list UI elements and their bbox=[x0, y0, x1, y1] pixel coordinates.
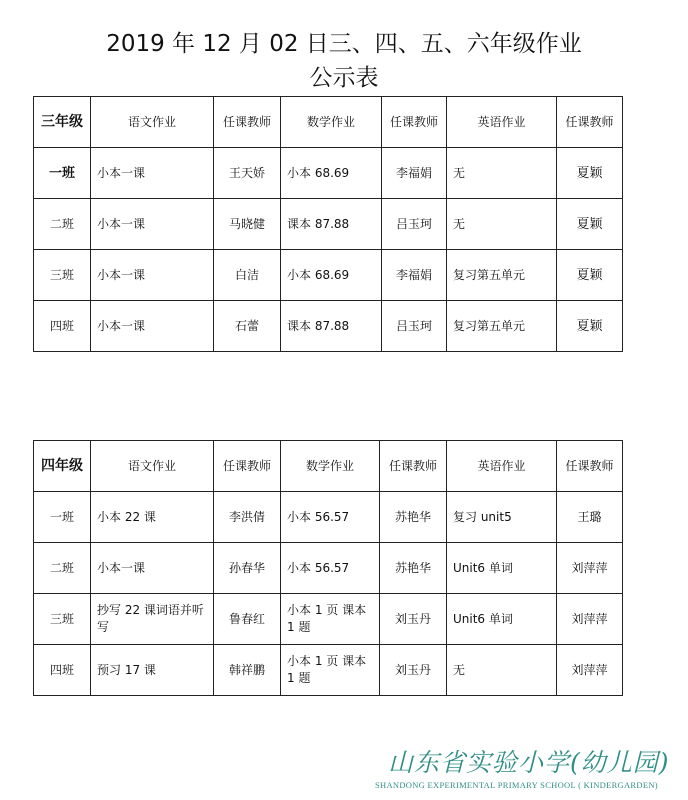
english-homework-cell: 无 bbox=[447, 148, 557, 199]
english-homework-cell: Unit6 单词 bbox=[447, 543, 557, 594]
header-english-homework: 英语作业 bbox=[447, 97, 557, 148]
chinese-homework-cell: 抄写 22 课词语并听写 bbox=[91, 594, 214, 645]
math-homework-cell: 小本 1 页 课本 1 题 bbox=[281, 645, 380, 696]
header-teacher: 任课教师 bbox=[557, 97, 623, 148]
teacher-cell: 刘玉丹 bbox=[380, 594, 447, 645]
class-label: 四班 bbox=[34, 301, 91, 352]
teacher-cell: 苏艳华 bbox=[380, 492, 447, 543]
class-label: 三班 bbox=[34, 250, 91, 301]
grade-label: 三年级 bbox=[34, 97, 91, 148]
teacher-cell: 李福娟 bbox=[382, 250, 447, 301]
grade3-homework-table bbox=[33, 96, 623, 352]
header-teacher: 任课教师 bbox=[557, 441, 623, 492]
header-math-homework: 数学作业 bbox=[281, 441, 380, 492]
teacher-cell: 刘玉丹 bbox=[380, 645, 447, 696]
teacher-cell: 夏颖 bbox=[557, 148, 623, 199]
table-row bbox=[34, 594, 623, 645]
page-title-line1: 2019 年 12 月 02 日三、四、五、六年级作业 bbox=[106, 31, 582, 57]
table-header-row bbox=[34, 97, 623, 148]
teacher-cell: 马晓健 bbox=[214, 199, 281, 250]
logo-chinese-name: 山东省实验小学(幼儿园) bbox=[388, 748, 670, 777]
table-row bbox=[34, 148, 623, 199]
table-row bbox=[34, 301, 623, 352]
chinese-homework-cell: 小本一课 bbox=[91, 301, 214, 352]
table-row bbox=[34, 543, 623, 594]
header-teacher: 任课教师 bbox=[214, 97, 281, 148]
grade-label: 四年级 bbox=[34, 441, 91, 492]
chinese-homework-cell: 小本 22 课 bbox=[91, 492, 214, 543]
teacher-cell: 夏颖 bbox=[557, 301, 623, 352]
math-homework-cell: 小本 68.69 bbox=[281, 250, 382, 301]
class-label: 二班 bbox=[34, 199, 91, 250]
header-english-homework: 英语作业 bbox=[447, 441, 557, 492]
table-row bbox=[34, 250, 623, 301]
math-homework-cell: 小本 68.69 bbox=[281, 148, 382, 199]
class-label: 二班 bbox=[34, 543, 91, 594]
math-homework-cell: 小本 56.57 bbox=[281, 492, 380, 543]
school-logo-watermark bbox=[375, 748, 688, 790]
english-homework-cell: 无 bbox=[447, 645, 557, 696]
chinese-homework-cell: 预习 17 课 bbox=[91, 645, 214, 696]
chinese-homework-cell: 小本一课 bbox=[91, 148, 214, 199]
header-teacher: 任课教师 bbox=[382, 97, 447, 148]
table-row bbox=[34, 492, 623, 543]
teacher-cell: 吕玉珂 bbox=[382, 199, 447, 250]
teacher-cell: 吕玉珂 bbox=[382, 301, 447, 352]
english-homework-cell: 复习 unit5 bbox=[447, 492, 557, 543]
teacher-cell: 孙春华 bbox=[214, 543, 281, 594]
header-math-homework: 数学作业 bbox=[281, 97, 382, 148]
teacher-cell: 李洪倩 bbox=[214, 492, 281, 543]
teacher-cell: 刘萍萍 bbox=[557, 645, 623, 696]
class-label: 一班 bbox=[34, 492, 91, 543]
english-homework-cell: Unit6 单词 bbox=[447, 594, 557, 645]
class-label: 一班 bbox=[34, 148, 91, 199]
table-row bbox=[34, 199, 623, 250]
math-homework-cell: 课本 87.88 bbox=[281, 199, 382, 250]
teacher-cell: 韩祥鹏 bbox=[214, 645, 281, 696]
class-label: 三班 bbox=[34, 594, 91, 645]
teacher-cell: 王天娇 bbox=[214, 148, 281, 199]
teacher-cell: 苏艳华 bbox=[380, 543, 447, 594]
class-label: 四班 bbox=[34, 645, 91, 696]
page-title-line2: 公示表 bbox=[309, 65, 379, 91]
chinese-homework-cell: 小本一课 bbox=[91, 543, 214, 594]
teacher-cell: 刘萍萍 bbox=[557, 543, 623, 594]
english-homework-cell: 无 bbox=[447, 199, 557, 250]
logo-english-name: SHANDONG EXPERIMENTAL PRIMARY SCHOOL ( KINDERGARDEN) bbox=[375, 780, 658, 790]
header-teacher: 任课教师 bbox=[214, 441, 281, 492]
chinese-homework-cell: 小本一课 bbox=[91, 250, 214, 301]
teacher-cell: 刘萍萍 bbox=[557, 594, 623, 645]
teacher-cell: 夏颖 bbox=[557, 250, 623, 301]
teacher-cell: 王璐 bbox=[557, 492, 623, 543]
header-teacher: 任课教师 bbox=[380, 441, 447, 492]
teacher-cell: 石蕾 bbox=[214, 301, 281, 352]
header-chinese-homework: 语文作业 bbox=[91, 441, 214, 492]
header-chinese-homework: 语文作业 bbox=[91, 97, 214, 148]
math-homework-cell: 小本 56.57 bbox=[281, 543, 380, 594]
grade4-homework-table bbox=[33, 440, 623, 696]
english-homework-cell: 复习第五单元 bbox=[447, 250, 557, 301]
teacher-cell: 鲁春红 bbox=[214, 594, 281, 645]
math-homework-cell: 小本 1 页 课本 1 题 bbox=[281, 594, 380, 645]
table-row bbox=[34, 645, 623, 696]
table-header-row bbox=[34, 441, 623, 492]
english-homework-cell: 复习第五单元 bbox=[447, 301, 557, 352]
teacher-cell: 李福娟 bbox=[382, 148, 447, 199]
chinese-homework-cell: 小本一课 bbox=[91, 199, 214, 250]
teacher-cell: 白洁 bbox=[214, 250, 281, 301]
math-homework-cell: 课本 87.88 bbox=[281, 301, 382, 352]
teacher-cell: 夏颖 bbox=[557, 199, 623, 250]
